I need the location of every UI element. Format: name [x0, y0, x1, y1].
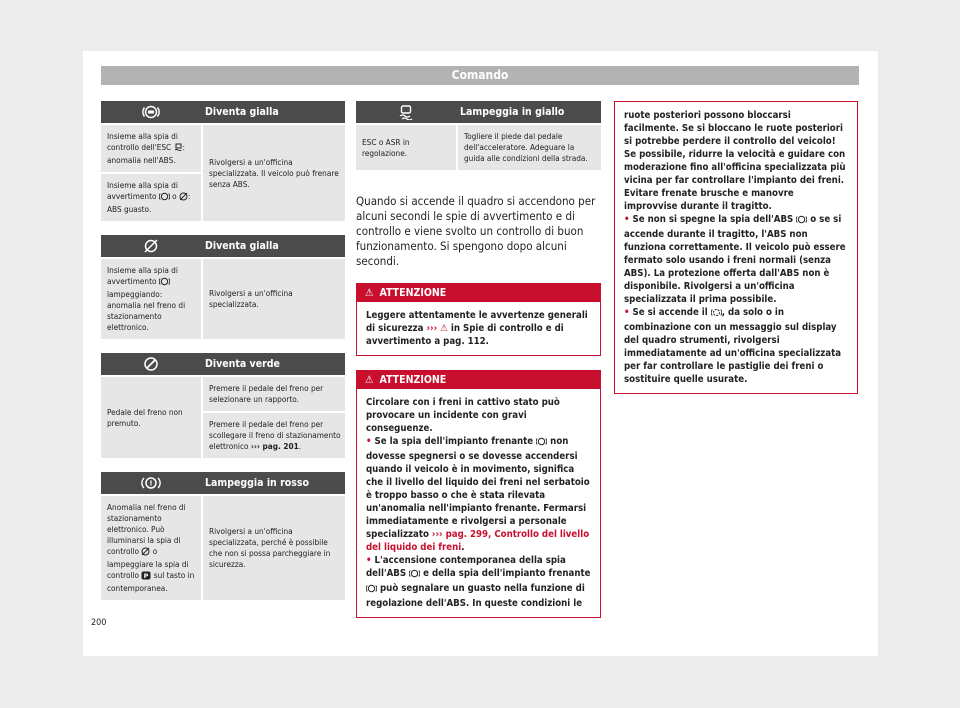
text: Premere il pedale del freno per scollegare il freno di stazionamento elettronico [209, 419, 341, 451]
text: : ABS guasto. [107, 191, 191, 214]
brake-pedal-icon [101, 353, 201, 375]
brake-warning-icon [366, 584, 377, 597]
brake-warning-icon [159, 277, 170, 289]
table-header [101, 101, 345, 123]
section-title: Comando [451, 68, 509, 82]
table-cell-condition [101, 259, 201, 339]
table-header [356, 101, 601, 123]
warning-intro: Circolare con i freni in cattivo stato può provocare un incidente con gravi conseguenze. [366, 397, 560, 434]
page-ref-link[interactable]: ››› pag. 299, Controllo del livello del liquido dei freni [366, 529, 590, 553]
table-header [101, 472, 345, 494]
table-title: Lampeggia in giallo [460, 106, 565, 118]
esc-icon [174, 143, 183, 155]
action-select-gear: Premere il pedale del freno per selezionare un rapporto. [209, 383, 324, 404]
warning-box-2-continued [614, 101, 858, 394]
table-row [101, 494, 345, 600]
warning-icon: ⚠ [365, 287, 374, 299]
abs-icon [796, 215, 807, 228]
text: Insieme alla spia di avvertimento [107, 180, 178, 201]
warning-header [357, 284, 600, 302]
text: Se non si spegne la spia dell'ABS [632, 214, 797, 225]
table-cell-action: Togliere il piede dal pedale dell'acceleratore. Adeguare la guida alle condizioni della strada. [456, 125, 601, 170]
abs-icon [409, 569, 420, 582]
text: L'accensione contemporanea della spia dell'ABS [366, 555, 566, 579]
table-row [101, 257, 345, 339]
table-cell-condition [101, 496, 201, 600]
section-header [101, 66, 859, 85]
table-cell-action [201, 377, 345, 458]
abs-warning-icon [101, 101, 201, 123]
table-parking-brake-yellow [101, 235, 345, 339]
table-header [101, 235, 345, 257]
text: lampeggiando: anomalia nel freno di stazionamento elettronico. [107, 289, 186, 332]
list-item [366, 435, 591, 554]
warning-body [615, 102, 857, 393]
table-header [101, 353, 345, 375]
parking-brake-fault-icon [101, 235, 201, 257]
text: può segnalare un guasto nella funzione di regolazione dell'ABS. In queste condizioni le [366, 583, 585, 609]
warning-title: ATTENZIONE [379, 287, 447, 299]
text: o se si accende durante il tragitto, l'ABS non funziona correttamente. Il veicolo può essere fermato solo usando i freni normali (senza ABS). La protezione offerta dall'ABS non è disponibile. Rivolgersi a un'officina specializzata il prima possibile. [624, 214, 846, 305]
table-row [356, 123, 601, 170]
warning-title: ATTENZIONE [379, 374, 447, 386]
condition-abs [101, 172, 201, 221]
parking-brake-fault-icon [179, 192, 188, 204]
svg-text:P: P [144, 572, 149, 580]
text: Leggere attentamente le avvertenze generali di sicurezza [366, 310, 588, 334]
table-title: Diventa gialla [205, 240, 279, 252]
text: . [461, 542, 465, 553]
text: o lampeggiare la spia di controllo [107, 546, 189, 580]
table-cell-action: Rivolgersi a un'officina specializzata. Il veicolo può frenare senza ABS. [201, 125, 345, 221]
condition-esc [101, 125, 201, 172]
table-cell-action: Rivolgersi a un'officina specializzata, perché è possibile che non si possa parcheggiare in sicurezza. [201, 496, 345, 600]
table-cell-condition [101, 125, 201, 221]
text: Insieme alla spia di controllo dell'ESC [107, 131, 178, 152]
table-title: Diventa gialla [205, 106, 279, 118]
warning-icon: ⚠ [365, 374, 374, 386]
page-ref-link[interactable]: ››› pag. 201 [250, 441, 299, 451]
warning-box-1 [356, 283, 601, 356]
warning-body [357, 389, 600, 617]
table-cell-condition: ESC o ASR in regolazione. [362, 136, 410, 158]
svg-text:!: ! [149, 479, 153, 488]
text: Se si accende il [632, 307, 711, 318]
table-title: Diventa verde [205, 358, 280, 370]
text: . [485, 336, 489, 347]
text: , da solo o in combinazione con un messaggio sul display del quadro strumenti, rivolgersi immediatamente ad un'officina specializzata per far controllare le pastiglie dei freni o sostituire quelle usurate. [624, 307, 842, 385]
ref-link[interactable]: in Spie di controllo e di avvertimento a pag. 112 [366, 323, 564, 347]
warning-triangle-icon: ⚠ [440, 323, 448, 334]
table-esc-yellow [356, 101, 601, 170]
brake-pad-wear-icon [711, 308, 722, 321]
warning-continuation: ruote posteriori possono bloccarsi facilmente. Se si bloccano le ruote posteriori si potrebbe perdere il controllo del veicolo! Se possibile, ridurre la velocità e guidare con moderazione fino all'officina specializzata più vicina per far controllare l'impianto dei freni. Evitare frenate brusche e manovre improvvise durante il tragitto. [624, 110, 846, 212]
action-release-brake [203, 411, 345, 458]
table-parking-brake-red [101, 472, 345, 600]
warning-body [357, 302, 600, 355]
warning-header [357, 371, 600, 389]
page-number: 200 [91, 618, 107, 628]
parking-brake-icon [101, 472, 201, 494]
table-abs-yellow [101, 101, 345, 221]
bullet: • [366, 555, 372, 566]
text: sul tasto in contemporanea. [107, 570, 195, 593]
middle-column [356, 101, 601, 618]
bullet: • [624, 214, 630, 225]
brake-warning-icon [159, 192, 170, 204]
text: non dovesse spegnersi o se dovesse accendersi quando il veicolo è in movimento, significa che il livello del liquido dei freni nel serbatoio è troppo basso o che è stata rilevata un'anomalia nell'impianto frenante. Fermarsi immediatamente e rivolgersi a personale specializzato [366, 436, 590, 540]
bullet: • [624, 307, 630, 318]
brake-warning-icon [536, 437, 547, 450]
table-title: Lampeggia in rosso [205, 477, 309, 489]
text: e della spia dell'impianto frenante [420, 568, 591, 579]
table-cell-action: Rivolgersi a un'officina specializzata. [201, 259, 345, 339]
esc-icon [356, 101, 456, 123]
list-item [366, 554, 591, 610]
intro-paragraph: Quando si accende il quadro si accendono per alcuni secondi le spie di avvertimento e di controllo e viene svolto un controllo di buon funzionamento. Si spengono dopo alcuni secondi. [356, 194, 596, 268]
table-row [101, 123, 345, 221]
ref-arrow-link[interactable]: ››› [426, 323, 438, 334]
text: o [169, 191, 180, 201]
bullet: • [366, 436, 372, 447]
text: . [298, 441, 302, 451]
table-row [101, 375, 345, 458]
text: Anomalia nel freno di stazionamento elettronico. Può illuminarsi la spia di controllo [107, 502, 186, 556]
text: : anomalia nell'ABS. [107, 142, 186, 165]
text: Se la spia dell'impianto frenante [374, 436, 537, 447]
warning-box-2 [356, 370, 601, 618]
list-item [624, 306, 848, 386]
list-item [624, 213, 848, 306]
table-cell-condition: Pedale del freno non premuto. [107, 406, 183, 428]
table-brake-pedal-green [101, 353, 345, 458]
left-column [101, 101, 345, 614]
parking-button-icon [141, 571, 151, 583]
text: Insieme alla spia di avvertimento [107, 265, 178, 286]
